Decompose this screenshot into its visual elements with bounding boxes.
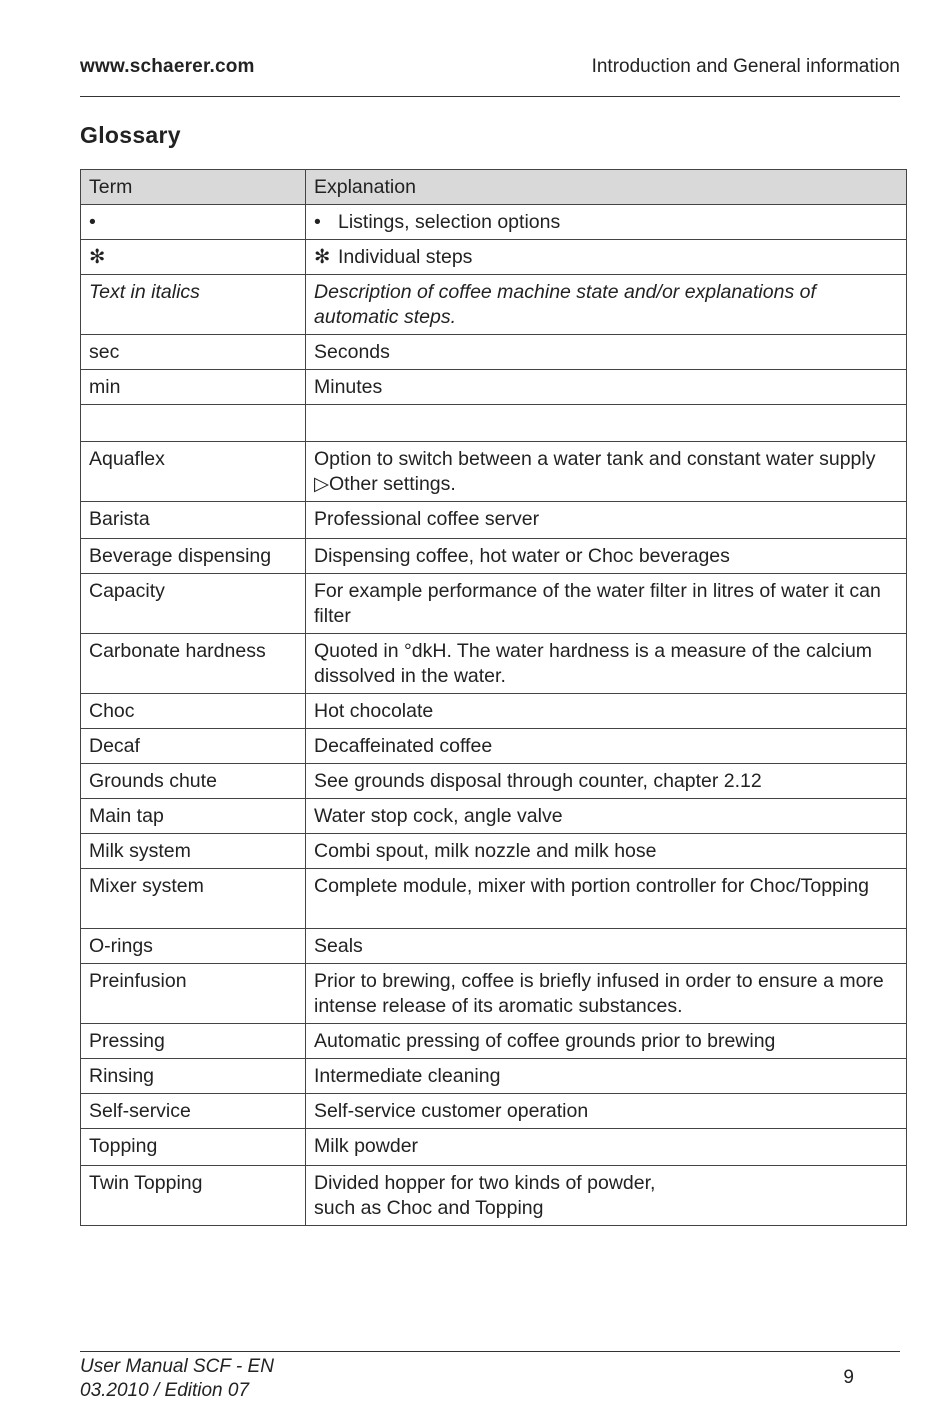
glossary-table: [80, 169, 907, 1226]
glossary-explanation: [306, 834, 907, 869]
glossary-term: Mixer system: [81, 869, 306, 929]
table-row: [81, 929, 907, 964]
glossary-explanation: [306, 1129, 907, 1166]
explanation-text: Combi spout, milk nozzle and milk hose: [314, 840, 657, 862]
explanation-text: Complete module, mixer with portion controller for Choc/Topping: [314, 875, 869, 897]
glossary-explanation: [306, 764, 907, 799]
glossary-term: Rinsing: [81, 1059, 306, 1094]
column-header-term: Term: [81, 170, 306, 205]
explanation-text: Minutes: [314, 376, 383, 398]
table-row: [81, 275, 907, 335]
column-header-explanation: Explanation: [306, 170, 907, 205]
explanation-text: Self-service customer operation: [314, 1100, 589, 1122]
explanation-text: Intermediate cleaning: [314, 1065, 501, 1087]
glossary-explanation: [306, 1059, 907, 1094]
glossary-term: •: [81, 205, 306, 240]
glossary-term: Self-service: [81, 1094, 306, 1129]
glossary-term: sec: [81, 335, 306, 370]
table-row: [81, 964, 907, 1024]
table-row: [81, 764, 907, 799]
table-row: [81, 574, 907, 634]
glossary-term: Aquaflex: [81, 442, 306, 502]
page-title: Glossary: [80, 122, 181, 148]
explanation-text: Decaffeinated coffee: [314, 735, 493, 757]
table-header-row: [81, 170, 907, 205]
table-row: [81, 694, 907, 729]
glossary-explanation: [306, 370, 907, 405]
glossary-explanation: [306, 799, 907, 834]
table-row: [81, 370, 907, 405]
explanation-text: Seals: [314, 935, 363, 957]
table-row: [81, 442, 907, 502]
glossary-explanation: [306, 869, 907, 929]
explanation-text: See grounds disposal through counter, chapter 2.12: [314, 770, 762, 792]
glossary-explanation: [306, 539, 907, 574]
explanation-text: Description of coffee machine state and/or explanations of automatic steps.: [314, 281, 816, 328]
glossary-explanation: [306, 964, 907, 1024]
table-row: [81, 1024, 907, 1059]
table-row: [81, 1166, 907, 1226]
table-row: [81, 1129, 907, 1166]
page-number: 9: [843, 1367, 854, 1388]
explanation-text: Milk powder: [314, 1135, 419, 1157]
website-url: www.schaerer.com: [80, 56, 255, 77]
footer-info: [80, 1355, 274, 1403]
glossary-explanation: [306, 1166, 907, 1226]
explanation-text: For example performance of the water filter in litres of water it can filter: [314, 580, 881, 627]
glossary-explanation: [306, 405, 907, 442]
table-row: [81, 834, 907, 869]
glossary-term: ✻: [81, 240, 306, 275]
glossary-term: min: [81, 370, 306, 405]
glossary-term: Beverage dispensing: [81, 539, 306, 574]
table-row: [81, 869, 907, 929]
explanation-text: Automatic pressing of coffee grounds prior to brewing: [314, 1030, 776, 1052]
glossary-term: Milk system: [81, 834, 306, 869]
section-title: Introduction and General information: [591, 56, 900, 77]
glossary-explanation: [306, 1024, 907, 1059]
glossary-explanation: [306, 335, 907, 370]
explanation-text: Hot chocolate: [314, 700, 434, 722]
table-row: [81, 405, 907, 442]
glossary-explanation: [306, 442, 907, 502]
glossary-term: Main tap: [81, 799, 306, 834]
glossary-term: Pressing: [81, 1024, 306, 1059]
explanation-text: Water stop cock, angle valve: [314, 805, 563, 827]
glossary-term: Grounds chute: [81, 764, 306, 799]
table-row: [81, 799, 907, 834]
header-divider: [80, 96, 900, 97]
bullet-symbol: ✻: [314, 246, 331, 268]
glossary-explanation: [306, 205, 907, 240]
glossary-term: Choc: [81, 694, 306, 729]
explanation-text: Listings, selection options: [338, 211, 561, 233]
glossary-term: Twin Topping: [81, 1166, 306, 1226]
glossary-explanation: [306, 929, 907, 964]
table-row: [81, 634, 907, 694]
glossary-explanation: [306, 694, 907, 729]
glossary-explanation: [306, 502, 907, 539]
explanation-text: Professional coffee server: [314, 508, 540, 530]
glossary-term: O-rings: [81, 929, 306, 964]
glossary-term: [81, 405, 306, 442]
explanation-text: Divided hopper for two kinds of powder, such as Choc and Topping: [314, 1172, 656, 1219]
glossary-term: Topping: [81, 1129, 306, 1166]
glossary-term: Preinfusion: [81, 964, 306, 1024]
glossary-explanation: [306, 240, 907, 275]
table-row: [81, 335, 907, 370]
glossary-explanation: [306, 634, 907, 694]
table-row: [81, 240, 907, 275]
explanation-text: Seconds: [314, 341, 390, 363]
explanation-text: Quoted in °dkH. The water hardness is a measure of the calcium dissolved in the water.: [314, 640, 873, 687]
glossary-term: Barista: [81, 502, 306, 539]
table-row: [81, 1059, 907, 1094]
footer-divider: [80, 1351, 900, 1352]
glossary-term: Carbonate hardness: [81, 634, 306, 694]
glossary-term: Capacity: [81, 574, 306, 634]
explanation-text: Dispensing coffee, hot water or Choc beverages: [314, 545, 730, 567]
table-row: [81, 1094, 907, 1129]
page-header: [80, 56, 900, 80]
table-row: [81, 502, 907, 539]
manual-name: User Manual SCF - EN: [80, 1356, 274, 1377]
bullet-symbol: •: [314, 211, 321, 233]
table-row: [81, 205, 907, 240]
explanation-text: Prior to brewing, coffee is briefly infused in order to ensure a more intense release of its aromatic substances.: [314, 970, 884, 1017]
explanation-text: Option to switch between a water tank and constant water supply ▷Other settings.: [314, 448, 876, 495]
glossary-explanation: [306, 574, 907, 634]
edition-info: 03.2010 / Edition 07: [80, 1380, 250, 1401]
glossary-explanation: [306, 729, 907, 764]
glossary-explanation: [306, 275, 907, 335]
table-row: [81, 729, 907, 764]
glossary-term: Text in italics: [81, 275, 306, 335]
explanation-text: Individual steps: [338, 246, 473, 268]
glossary-term: Decaf: [81, 729, 306, 764]
glossary-explanation: [306, 1094, 907, 1129]
table-row: [81, 539, 907, 574]
